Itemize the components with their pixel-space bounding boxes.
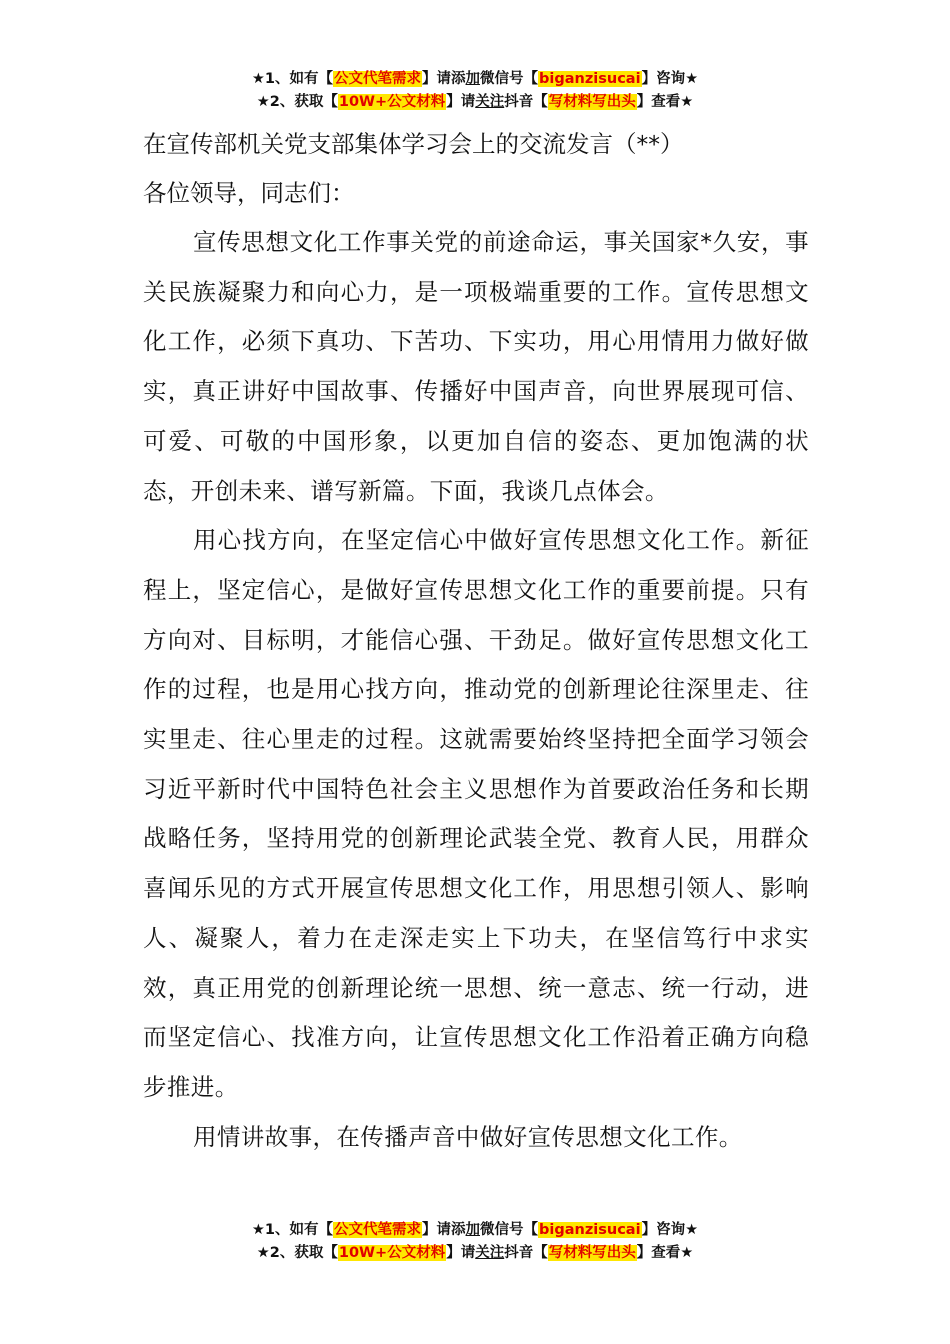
banner-line-2 <box>0 1242 950 1265</box>
banner-text: 抖音【 <box>504 1245 548 1261</box>
highlight-service: 公文代笔需求 <box>334 1222 422 1238</box>
paragraph-intro: 宣传思想文化工作事关党的前途命运，事关国家*久安，事关民族凝聚力和向心力，是一项极端重要的工作。宣传思想文化工作，必须下真功、下苦功、下实功，用心用情用力做好做实，真正讲好中国故事、传播好中国声音，向世界展现可信、可爱、可敬的中国形象，以更加自信的姿态、更加饱满的状态，开创未来、谱写新篇。下面，我谈几点体会。 <box>143 228 809 505</box>
banner-text: 】请添 <box>422 1222 466 1238</box>
paragraph-direction: 用心找方向，在坚定信心中做好宣传思想文化工作。新征程上，坚定信心，是做好宣传思想文化工作的重要前提。只有方向对、目标明，才能信心强、干劲足。做好宣传思想文化工作的过程，也是用心找方向，推动党的创新理论往深里走、往实里走、往心里走的过程。这就需要始终坚持把全面学习领会习近平新时代中国特色社会主义思想作为首要政治任务和长期战略任务，坚持用党的创新理论武装全党、教育人民，用群众喜闻乐见的方式开展宣传思想文化工作，用思想引领人、影响人、凝聚人，着力在走深走实上下功夫，在坚信笃行中求实效，真正用党的创新理论统一思想、统一意志、统一行动，进而坚定信心、找准方向，让宣传思想文化工作沿着正确方向稳步推进。 <box>143 526 809 1101</box>
banner-text: 】请添 <box>422 71 466 87</box>
banner-text: 】咨询★ <box>641 1222 699 1238</box>
footer-banner <box>0 1219 950 1265</box>
banner-text: ★2、获取【 <box>256 94 338 110</box>
banner-text: 抖音【 <box>504 94 548 110</box>
highlight-materials: 10W+公文材料 <box>338 1245 446 1261</box>
document-body <box>143 120 809 1162</box>
banner-text: 微信号【 <box>480 71 539 87</box>
banner-text: 】咨询★ <box>641 71 699 87</box>
header-banner <box>0 68 950 114</box>
banner-underline-text: 关注 <box>475 1245 505 1261</box>
banner-text: 】查看★ <box>636 1245 694 1261</box>
banner-line-2 <box>0 91 950 114</box>
highlight-materials: 10W+公文材料 <box>338 94 446 110</box>
highlight-douyin-account: 写材料写出头 <box>548 1245 636 1261</box>
document-title: 在宣传部机关党支部集体学习会上的交流发言（**） <box>143 130 684 158</box>
banner-text: 微信号【 <box>480 1222 539 1238</box>
banner-text: ★1、如有【 <box>251 1222 334 1238</box>
highlight-wechat-id: biganzisucai <box>539 1222 641 1238</box>
banner-line-1 <box>0 1219 950 1242</box>
banner-underline-text: 加 <box>465 1222 481 1238</box>
banner-text: ★2、获取【 <box>256 1245 338 1261</box>
banner-underline-text: 关注 <box>475 94 505 110</box>
paragraph-storytelling: 用情讲故事，在传播声音中做好宣传思想文化工作。 <box>193 1122 743 1151</box>
greeting: 各位领导，同志们： <box>143 179 355 207</box>
highlight-douyin-account: 写材料写出头 <box>548 94 636 110</box>
highlight-wechat-id: biganzisucai <box>539 71 641 87</box>
banner-text: ★1、如有【 <box>251 71 334 87</box>
highlight-service: 公文代笔需求 <box>334 71 422 87</box>
banner-underline-text: 加 <box>465 71 481 87</box>
banner-text: 】查看★ <box>636 94 694 110</box>
banner-text: 】请 <box>446 94 476 110</box>
banner-text: 】请 <box>446 1245 476 1261</box>
banner-line-1 <box>0 68 950 91</box>
